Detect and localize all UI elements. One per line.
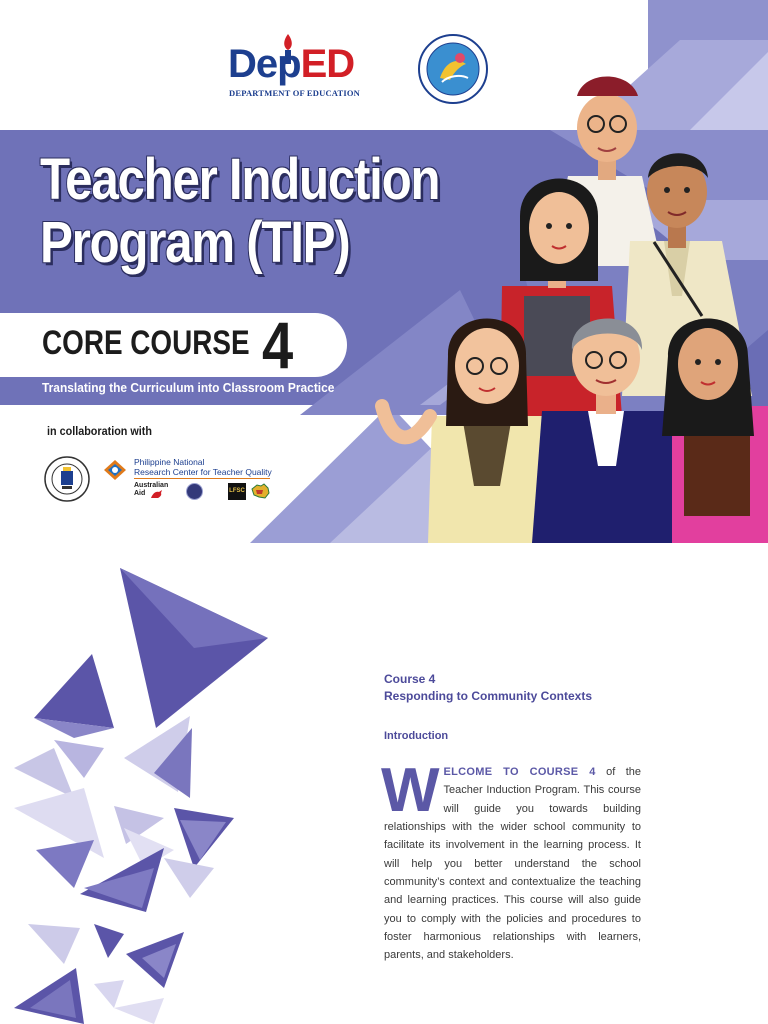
- teachers-illustration: [372, 66, 768, 543]
- pnu-logo-icon: [102, 458, 128, 482]
- course-title: Responding to Community Contexts: [384, 689, 592, 703]
- section-heading: Introduction: [384, 730, 449, 742]
- title-line-2: Program (TIP): [40, 210, 350, 275]
- tec-seal-icon: [44, 456, 90, 502]
- lfsc-logo: LFSC: [228, 483, 246, 500]
- body-text: of the Teacher Induction Program. This course will guide you towards building relationships with the wider school community to facilitate its involvement in the learning process. It will help you better understand the school community’s context and contextualize the teaching and learning practices. This course will also guide you to comply with the policies and procedures to foster harmonious relationships with learners, parents, and stakeholders.: [384, 766, 642, 962]
- introduction-paragraph: [381, 756, 642, 965]
- deped-subtitle: DEPARTMENT OF EDUCATION: [229, 88, 361, 98]
- triangle-decoration: [14, 568, 284, 1024]
- person-pink-top-woman: [662, 319, 768, 544]
- course-heading: [384, 671, 592, 705]
- deped-wordmark: DepED: [228, 42, 355, 86]
- kangaroo-icon: [150, 489, 164, 499]
- lead-in: ELCOME TO COURSE 4: [443, 766, 596, 778]
- deped-logo: [226, 30, 366, 102]
- collaboration-label: in collaboration with: [47, 424, 153, 438]
- cover-subtitle: Translating the Curriculum into Classroom Practice: [42, 380, 335, 395]
- drop-cap: W: [381, 756, 440, 825]
- title-line-1: Teacher Induction: [40, 147, 440, 212]
- pnu-divider: [134, 478, 270, 479]
- person-glasses-woman: [382, 319, 550, 544]
- pnu-research-center-label: Philippine National Research Center for Teacher Quality: [134, 457, 272, 477]
- australian-aid-logo: Australian Aid: [134, 482, 169, 497]
- partner-seal-icon: [186, 483, 203, 500]
- core-course-number: 4: [262, 308, 294, 382]
- core-course-label: CORE COURSE: [42, 324, 250, 362]
- course-label: Course 4: [384, 672, 436, 686]
- australia-map-icon: [250, 483, 270, 500]
